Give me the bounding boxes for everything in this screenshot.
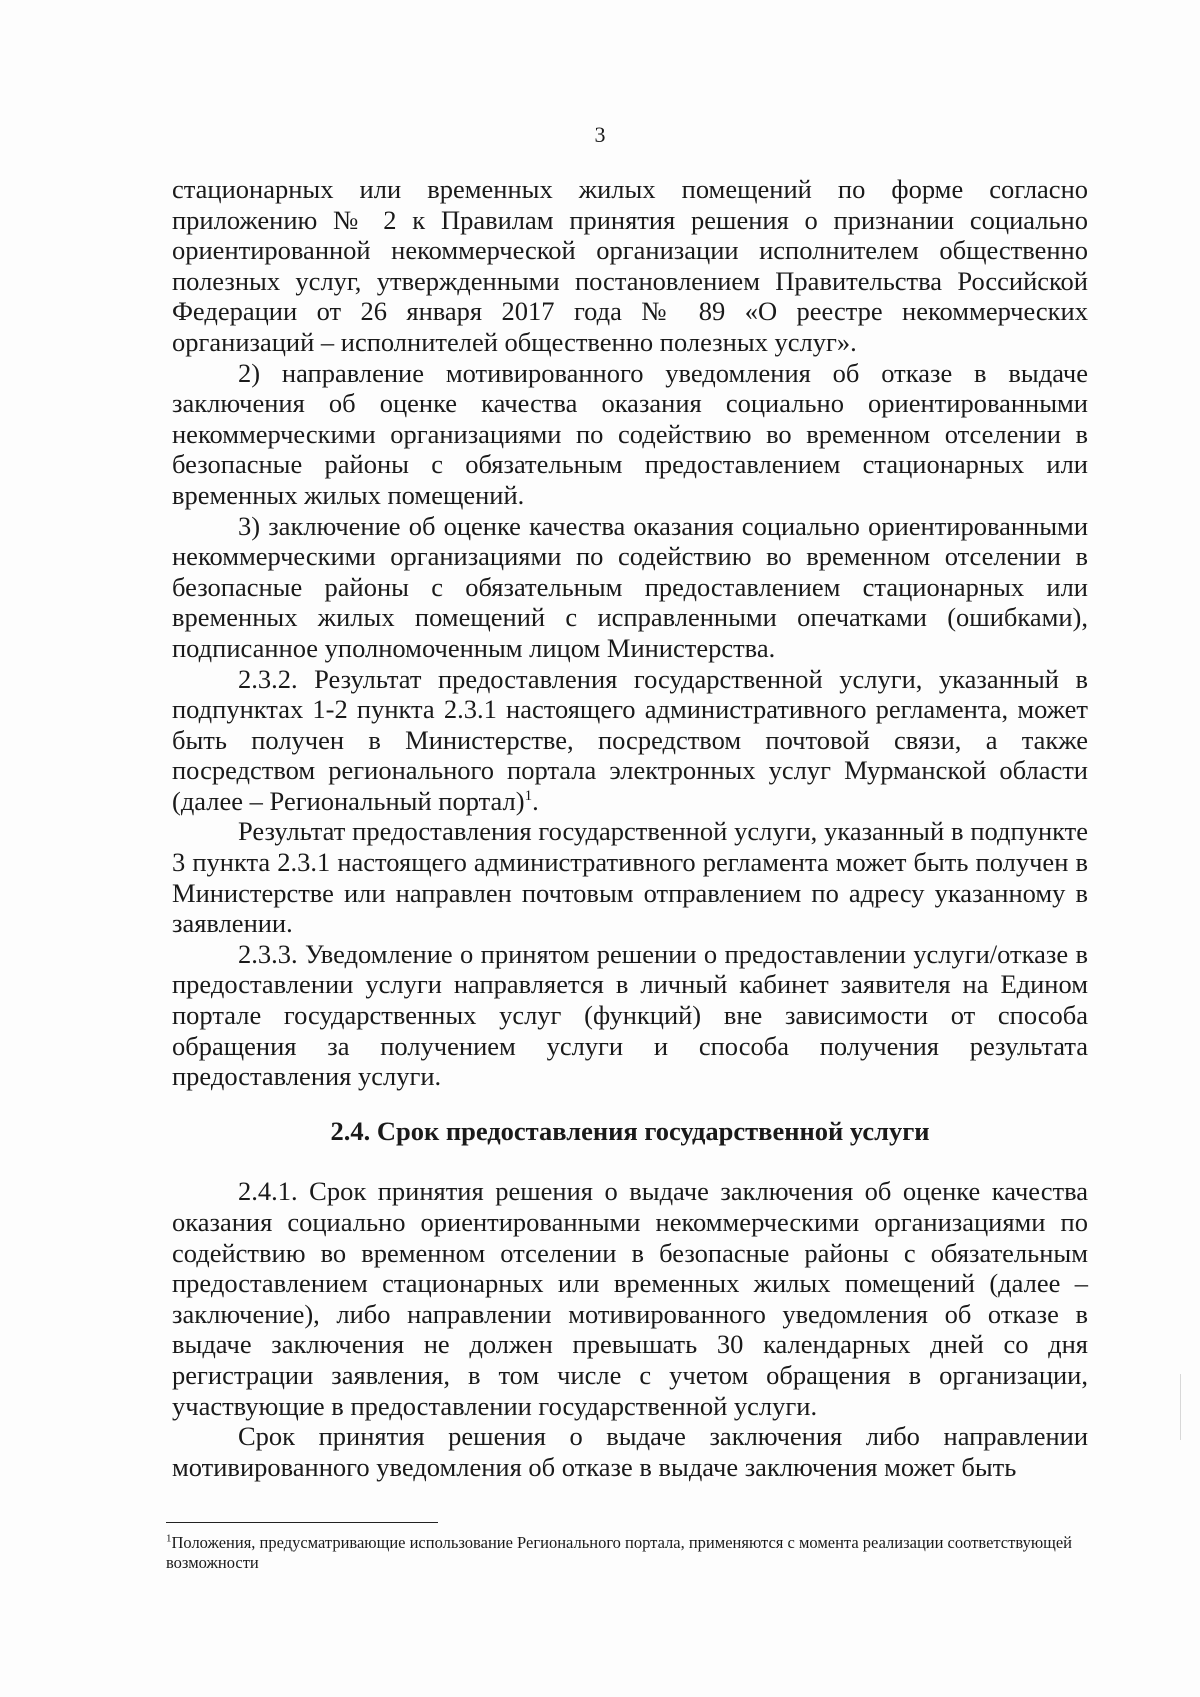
- document-body: [172, 174, 1088, 1482]
- paragraph-2-3-2-text: 2.3.2. Результат предоставления государственной услуги, указанный в подпунктах 1-2 пункта 2.3.1 настоящего административного регламента, может быть получен в Министерстве, посредством почтовой связи, а также посредством регионального портала электронных услуг Мурманской области (далее – Региональный портал): [172, 663, 1088, 816]
- footnote-divider: [166, 1522, 438, 1523]
- footnote-text: Положения, предусматривающие использование Регионального портала, применяются с момента реализации соответствующей возможности: [166, 1533, 1072, 1572]
- footnote: [166, 1533, 1096, 1573]
- page-number: 3: [594, 122, 606, 147]
- paragraph-2-4-1: 2.4.1. Срок принятия решения о выдаче заключения об оценке качества оказания социально ориентированными некоммерческими организациями по содействию во временном отселении в безопасные районы с обязательным предоставлением стационарных или временных жилых помещений (далее – заключение), либо направлении мотивированного уведомления об отказе в выдаче заключения не должен превышать 30 календарных дней со дня регистрации заявления, в том числе с учетом обращения в организации, участвующие в предоставлении государственной услуги.: [172, 1176, 1088, 1421]
- paragraph-result-subpoint-3: Результат предоставления государственной услуги, указанный в подпункте 3 пункта 2.3.1 настоящего административного регламента может быть получен в Министерстве или направлен почтовым отправлением по адресу указанному в заявлении.: [172, 816, 1088, 939]
- footnote-marker: 1: [166, 1532, 172, 1545]
- paragraph-decision-term: Срок принятия решения о выдаче заключения либо направлении мотивированного уведомления об отказе в выдаче заключения может быть: [172, 1421, 1088, 1482]
- paragraph-corrected-conclusion: 3) заключение об оценке качества оказания социально ориентированными некоммерческими организациями по содействию во временном отселении в безопасные районы с обязательным предоставлением стационарных или временных жилых помещений с исправленными опечатками (ошибками), подписанное уполномоченным лицом Министерства.: [172, 510, 1088, 663]
- paragraph-refusal-notice: 2) направление мотивированного уведомления об отказе в выдаче заключения об оценке качества оказания социально ориентированными некоммерческими организациями по содействию во временном отселении в безопасные районы с обязательным предоставлением стационарных или временных жилых помещений.: [172, 357, 1088, 510]
- paragraph-form-appendix: стационарных или временных жилых помещений по форме согласно приложению № 2 к Правилам принятия решения о признании социально ориентированной некоммерческой организации исполнителем общественно полезных услуг, утвержденными постановлением Правительства Российской Федерации от 26 января 2017 года № 89 «О реестре некоммерческих организаций – исполнителей общественно полезных услуг».: [172, 174, 1088, 357]
- section-heading: 2.4. Срок предоставления государственной услуги: [330, 1115, 930, 1146]
- paragraph-2-3-2: [172, 664, 1088, 817]
- paragraph-2-3-2-end: .: [532, 785, 539, 816]
- footnote-reference[interactable]: 1: [524, 788, 533, 805]
- scan-edge-mark: [1180, 1374, 1181, 1440]
- paragraph-2-3-3: 2.3.3. Уведомление о принятом решении о предоставлении услуги/отказе в предоставлении услуги направляется в личный кабинет заявителя на Едином портале государственных услуг (функций) вне зависимости от способа обращения за получением услуги и способа получения результата предоставления услуги.: [172, 938, 1088, 1092]
